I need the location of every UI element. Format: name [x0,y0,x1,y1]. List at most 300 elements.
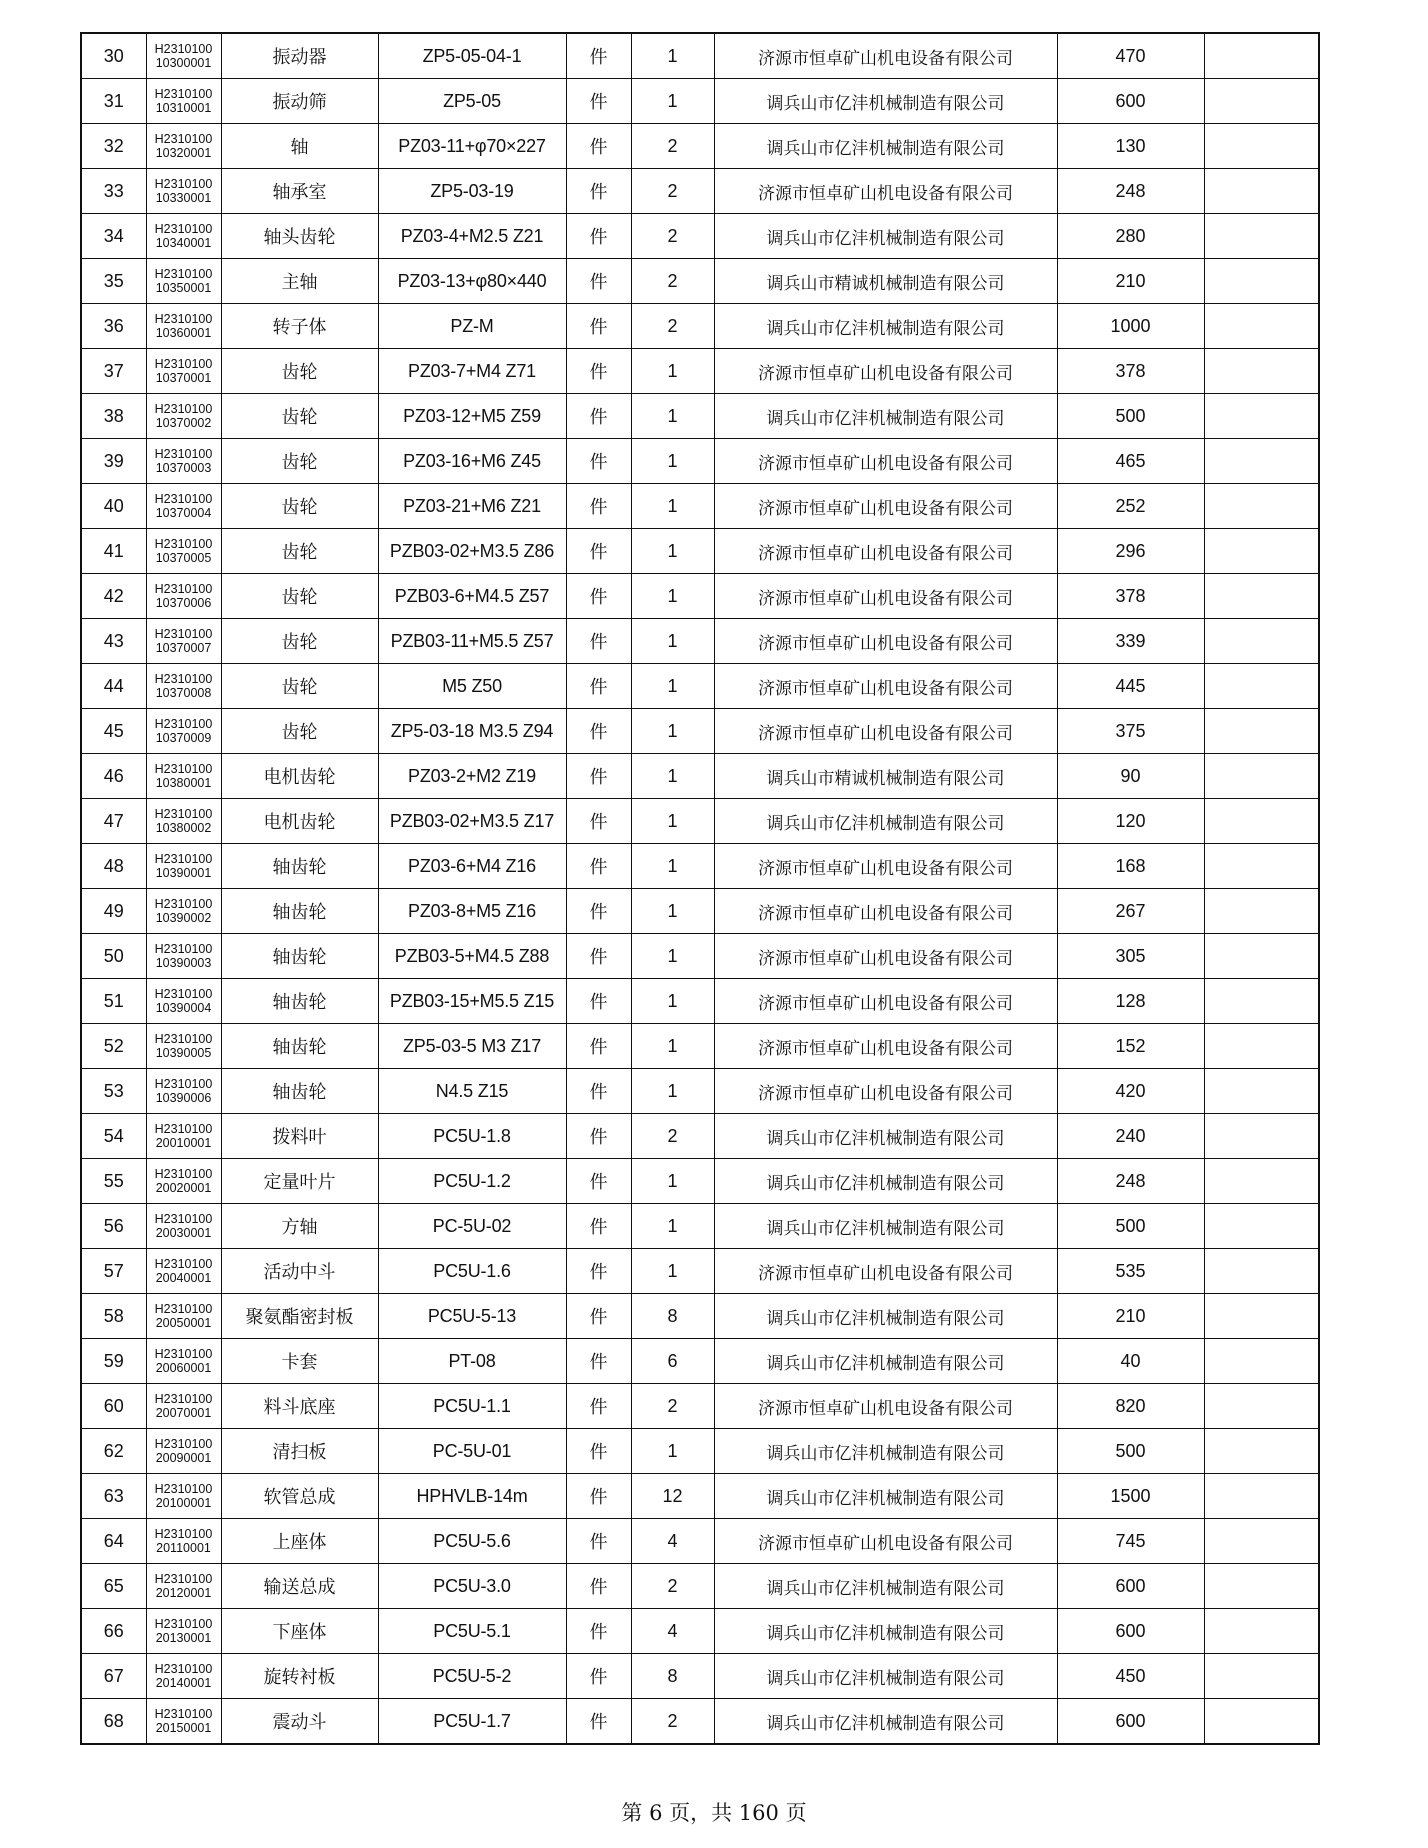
table-body [81,33,1319,1744]
part-spec: PZ03-8+M5 Z16 [378,889,566,934]
part-spec: PT-08 [378,1339,566,1384]
quantity: 1 [631,619,714,664]
part-name: 轴齿轮 [221,934,378,979]
row-number: 57 [81,1249,146,1294]
supplier: 济源市恒卓矿山机电设备有限公司 [714,574,1057,619]
part-name: 振动筛 [221,79,378,124]
row-number: 68 [81,1699,146,1745]
row-number: 46 [81,754,146,799]
unit-price: 420 [1057,1069,1204,1114]
quantity: 2 [631,1699,714,1745]
material-code-line2: 10310001 [155,101,212,115]
part-name: 旋转衬板 [221,1654,378,1699]
row-number: 43 [81,619,146,664]
remark [1204,349,1319,394]
material-code-line2: 10380002 [155,821,212,835]
row-number: 36 [81,304,146,349]
material-code-line2: 10370002 [155,416,212,430]
unit-price: 152 [1057,1024,1204,1069]
unit-price: 90 [1057,754,1204,799]
row-number: 50 [81,934,146,979]
unit-price: 820 [1057,1384,1204,1429]
unit-price: 500 [1057,1429,1204,1474]
quantity: 1 [631,934,714,979]
supplier: 调兵山市亿沣机械制造有限公司 [714,1159,1057,1204]
material-code-line1: H2310100 [154,807,213,821]
material-code-line1: H2310100 [154,537,213,551]
quantity: 1 [631,33,714,79]
material-code-line2: 10390002 [155,911,212,925]
unit-price: 375 [1057,709,1204,754]
unit-price: 168 [1057,844,1204,889]
part-spec: PZ03-21+M6 Z21 [378,484,566,529]
quantity: 8 [631,1654,714,1699]
supplier: 济源市恒卓矿山机电设备有限公司 [714,1384,1057,1429]
part-name: 主轴 [221,259,378,304]
supplier: 调兵山市亿沣机械制造有限公司 [714,799,1057,844]
material-code-line1: H2310100 [154,177,213,191]
row-number: 31 [81,79,146,124]
unit-price: 465 [1057,439,1204,484]
part-spec: N4.5 Z15 [378,1069,566,1114]
part-spec: PC5U-5-2 [378,1654,566,1699]
remark [1204,799,1319,844]
material-code [146,979,221,1024]
material-code [146,79,221,124]
quantity: 1 [631,844,714,889]
table-row [81,934,1319,979]
remark [1204,1654,1319,1699]
remark [1204,1249,1319,1294]
supplier: 济源市恒卓矿山机电设备有限公司 [714,709,1057,754]
unit: 件 [566,1339,631,1384]
material-code-line1: H2310100 [154,1527,213,1541]
unit: 件 [566,79,631,124]
supplier: 调兵山市亿沣机械制造有限公司 [714,1294,1057,1339]
part-name: 振动器 [221,33,378,79]
material-code [146,1249,221,1294]
material-code [146,1384,221,1429]
material-code-line2: 20140001 [155,1676,212,1690]
remark [1204,1114,1319,1159]
unit: 件 [566,1699,631,1745]
part-name: 齿轮 [221,709,378,754]
remark [1204,439,1319,484]
material-code-line2: 10380001 [155,776,212,790]
part-name: 输送总成 [221,1564,378,1609]
remark [1204,304,1319,349]
remark [1204,889,1319,934]
table-row [81,1114,1319,1159]
supplier: 调兵山市亿沣机械制造有限公司 [714,1474,1057,1519]
material-code-line2: 10370004 [155,506,212,520]
part-spec: PC5U-1.2 [378,1159,566,1204]
row-number: 35 [81,259,146,304]
material-code [146,889,221,934]
material-code-line1: H2310100 [154,717,213,731]
unit: 件 [566,484,631,529]
supplier: 调兵山市亿沣机械制造有限公司 [714,1114,1057,1159]
supplier: 济源市恒卓矿山机电设备有限公司 [714,484,1057,529]
quantity: 2 [631,1564,714,1609]
part-name: 方轴 [221,1204,378,1249]
part-spec: PZ03-16+M6 Z45 [378,439,566,484]
table-row [81,1384,1319,1429]
material-code-line2: 20040001 [155,1271,212,1285]
part-name: 拨料叶 [221,1114,378,1159]
material-code [146,1159,221,1204]
row-number: 34 [81,214,146,259]
material-code-line1: H2310100 [154,942,213,956]
material-code-line1: H2310100 [154,132,213,146]
part-spec: PZB03-6+M4.5 Z57 [378,574,566,619]
table-row [81,79,1319,124]
remark [1204,1609,1319,1654]
material-code-line1: H2310100 [154,987,213,1001]
unit: 件 [566,889,631,934]
unit: 件 [566,1384,631,1429]
unit-price: 128 [1057,979,1204,1024]
supplier: 济源市恒卓矿山机电设备有限公司 [714,169,1057,214]
part-spec: PZ03-4+M2.5 Z21 [378,214,566,259]
table-row [81,979,1319,1024]
material-code [146,1339,221,1384]
part-name: 电机齿轮 [221,799,378,844]
part-spec: ZP5-03-5 M3 Z17 [378,1024,566,1069]
part-name: 震动斗 [221,1699,378,1745]
unit-price: 500 [1057,394,1204,439]
row-number: 49 [81,889,146,934]
part-spec: M5 Z50 [378,664,566,709]
unit: 件 [566,1429,631,1474]
material-code-line1: H2310100 [154,672,213,686]
table-row [81,1069,1319,1114]
supplier: 济源市恒卓矿山机电设备有限公司 [714,439,1057,484]
part-name: 齿轮 [221,664,378,709]
part-name: 软管总成 [221,1474,378,1519]
material-code [146,349,221,394]
material-code-line2: 10390003 [155,956,212,970]
part-spec: PZ03-13+φ80×440 [378,259,566,304]
part-name: 齿轮 [221,439,378,484]
material-code-line1: H2310100 [154,1077,213,1091]
quantity: 1 [631,889,714,934]
material-code-line2: 10390005 [155,1046,212,1060]
remark [1204,574,1319,619]
supplier: 调兵山市亿沣机械制造有限公司 [714,1699,1057,1745]
supplier: 济源市恒卓矿山机电设备有限公司 [714,844,1057,889]
row-number: 54 [81,1114,146,1159]
remark [1204,934,1319,979]
parts-table [80,32,1320,1745]
quantity: 2 [631,1384,714,1429]
row-number: 51 [81,979,146,1024]
unit-price: 248 [1057,169,1204,214]
part-spec: PZB03-02+M3.5 Z86 [378,529,566,574]
unit-price: 296 [1057,529,1204,574]
unit: 件 [566,619,631,664]
unit-price: 535 [1057,1249,1204,1294]
part-name: 上座体 [221,1519,378,1564]
material-code [146,484,221,529]
table-row [81,169,1319,214]
part-name: 轴头齿轮 [221,214,378,259]
supplier: 调兵山市亿沣机械制造有限公司 [714,304,1057,349]
quantity: 1 [631,349,714,394]
part-spec: ZP5-03-18 M3.5 Z94 [378,709,566,754]
supplier: 济源市恒卓矿山机电设备有限公司 [714,934,1057,979]
table-row [81,1519,1319,1564]
supplier: 调兵山市亿沣机械制造有限公司 [714,1654,1057,1699]
part-spec: PZ03-7+M4 Z71 [378,349,566,394]
table-row [81,214,1319,259]
unit-price: 252 [1057,484,1204,529]
unit-price: 745 [1057,1519,1204,1564]
unit-price: 600 [1057,1699,1204,1745]
supplier: 调兵山市亿沣机械制造有限公司 [714,1564,1057,1609]
part-spec: PC5U-1.1 [378,1384,566,1429]
part-name: 活动中斗 [221,1249,378,1294]
table-row [81,754,1319,799]
material-code [146,664,221,709]
table-row [81,1429,1319,1474]
table-row [81,33,1319,79]
supplier: 济源市恒卓矿山机电设备有限公司 [714,889,1057,934]
material-code [146,1114,221,1159]
quantity: 2 [631,169,714,214]
material-code-line2: 10390006 [155,1091,212,1105]
unit: 件 [566,169,631,214]
unit-price: 267 [1057,889,1204,934]
unit: 件 [566,124,631,169]
quantity: 1 [631,1024,714,1069]
remark [1204,394,1319,439]
material-code-line1: H2310100 [154,1617,213,1631]
part-name: 轴齿轮 [221,979,378,1024]
supplier: 调兵山市亿沣机械制造有限公司 [714,1609,1057,1654]
remark [1204,754,1319,799]
material-code-line2: 10300001 [155,56,212,70]
material-code-line1: H2310100 [154,447,213,461]
row-number: 52 [81,1024,146,1069]
unit: 件 [566,214,631,259]
row-number: 60 [81,1384,146,1429]
material-code-line2: 20110001 [156,1541,211,1555]
material-code [146,394,221,439]
unit: 件 [566,439,631,484]
material-code-line2: 10340001 [155,236,212,250]
quantity: 1 [631,1429,714,1474]
unit: 件 [566,259,631,304]
supplier: 济源市恒卓矿山机电设备有限公司 [714,1249,1057,1294]
row-number: 41 [81,529,146,574]
table-row [81,124,1319,169]
material-code [146,529,221,574]
table-row [81,1294,1319,1339]
material-code-line1: H2310100 [154,897,213,911]
part-name: 齿轮 [221,529,378,574]
supplier: 济源市恒卓矿山机电设备有限公司 [714,1069,1057,1114]
row-number: 33 [81,169,146,214]
quantity: 1 [631,1159,714,1204]
unit-price: 470 [1057,33,1204,79]
remark [1204,79,1319,124]
unit-price: 450 [1057,1654,1204,1699]
quantity: 1 [631,394,714,439]
remark [1204,709,1319,754]
quantity: 1 [631,574,714,619]
material-code-line2: 10330001 [155,191,212,205]
row-number: 56 [81,1204,146,1249]
unit: 件 [566,1024,631,1069]
unit: 件 [566,1249,631,1294]
unit-price: 445 [1057,664,1204,709]
row-number: 66 [81,1609,146,1654]
table-row [81,1159,1319,1204]
unit: 件 [566,934,631,979]
supplier: 调兵山市亿沣机械制造有限公司 [714,1339,1057,1384]
unit: 件 [566,33,631,79]
row-number: 59 [81,1339,146,1384]
unit-price: 40 [1057,1339,1204,1384]
part-spec: PZB03-11+M5.5 Z57 [378,619,566,664]
quantity: 1 [631,709,714,754]
table-row [81,889,1319,934]
table-row [81,304,1319,349]
material-code-line2: 10370003 [155,461,212,475]
material-code-line1: H2310100 [154,1167,213,1181]
table-row [81,1024,1319,1069]
supplier: 济源市恒卓矿山机电设备有限公司 [714,529,1057,574]
table-row [81,529,1319,574]
material-code [146,1654,221,1699]
material-code-line1: H2310100 [154,87,213,101]
supplier: 济源市恒卓矿山机电设备有限公司 [714,664,1057,709]
unit: 件 [566,1564,631,1609]
quantity: 8 [631,1294,714,1339]
table-row [81,1339,1319,1384]
table-row [81,1609,1319,1654]
table-row [81,1474,1319,1519]
part-spec: PC5U-1.7 [378,1699,566,1745]
remark [1204,1204,1319,1249]
quantity: 4 [631,1609,714,1654]
material-code [146,1069,221,1114]
table-row [81,1699,1319,1745]
supplier: 调兵山市亿沣机械制造有限公司 [714,1204,1057,1249]
supplier: 济源市恒卓矿山机电设备有限公司 [714,1024,1057,1069]
part-spec: PC5U-3.0 [378,1564,566,1609]
table-row [81,619,1319,664]
part-spec: PC5U-5.1 [378,1609,566,1654]
material-code-line2: 20100001 [155,1496,212,1510]
remark [1204,1474,1319,1519]
remark [1204,1699,1319,1745]
remark [1204,1159,1319,1204]
part-spec: ZP5-05-04-1 [378,33,566,79]
material-code [146,1294,221,1339]
material-code-line1: H2310100 [154,1032,213,1046]
unit-price: 305 [1057,934,1204,979]
unit-price: 1000 [1057,304,1204,349]
material-code-line2: 10370006 [155,596,212,610]
material-code [146,1474,221,1519]
supplier: 济源市恒卓矿山机电设备有限公司 [714,979,1057,1024]
quantity: 1 [631,1249,714,1294]
remark [1204,214,1319,259]
supplier: 调兵山市亿沣机械制造有限公司 [714,214,1057,259]
material-code [146,799,221,844]
material-code [146,214,221,259]
material-code [146,1564,221,1609]
table-row [81,439,1319,484]
material-code-line1: H2310100 [154,267,213,281]
material-code [146,1429,221,1474]
material-code-line1: H2310100 [154,402,213,416]
material-code-line2: 20150001 [155,1721,212,1735]
part-spec: PZ03-2+M2 Z19 [378,754,566,799]
remark [1204,124,1319,169]
unit: 件 [566,1609,631,1654]
quantity: 2 [631,124,714,169]
quantity: 4 [631,1519,714,1564]
remark [1204,1519,1319,1564]
part-spec: PC-5U-01 [378,1429,566,1474]
supplier: 调兵山市亿沣机械制造有限公司 [714,79,1057,124]
unit: 件 [566,754,631,799]
quantity: 2 [631,304,714,349]
row-number: 38 [81,394,146,439]
part-name: 齿轮 [221,574,378,619]
row-number: 30 [81,33,146,79]
part-spec: PZ03-12+M5 Z59 [378,394,566,439]
unit-price: 600 [1057,79,1204,124]
remark [1204,979,1319,1024]
part-name: 料斗底座 [221,1384,378,1429]
quantity: 2 [631,1114,714,1159]
material-code-line2: 10320001 [155,146,212,160]
supplier: 济源市恒卓矿山机电设备有限公司 [714,619,1057,664]
part-spec: ZP5-05 [378,79,566,124]
table-row [81,709,1319,754]
table-row [81,1249,1319,1294]
material-code-line1: H2310100 [154,582,213,596]
unit: 件 [566,709,631,754]
material-code-line2: 20050001 [155,1316,212,1330]
part-spec: PZ03-6+M4 Z16 [378,844,566,889]
unit: 件 [566,664,631,709]
material-code [146,619,221,664]
unit: 件 [566,1519,631,1564]
material-code-line1: H2310100 [154,1707,213,1721]
material-code-line2: 20070001 [155,1406,212,1420]
table-row [81,799,1319,844]
material-code [146,1699,221,1745]
remark [1204,33,1319,79]
part-spec: PC5U-1.6 [378,1249,566,1294]
material-code-line1: H2310100 [154,1212,213,1226]
material-code-line2: 20010001 [155,1136,212,1150]
material-code [146,1519,221,1564]
material-code-line2: 10370001 [155,371,212,385]
part-name: 齿轮 [221,349,378,394]
part-spec: PZ-M [378,304,566,349]
unit: 件 [566,979,631,1024]
quantity: 1 [631,484,714,529]
remark [1204,529,1319,574]
unit: 件 [566,1294,631,1339]
table-row [81,1564,1319,1609]
